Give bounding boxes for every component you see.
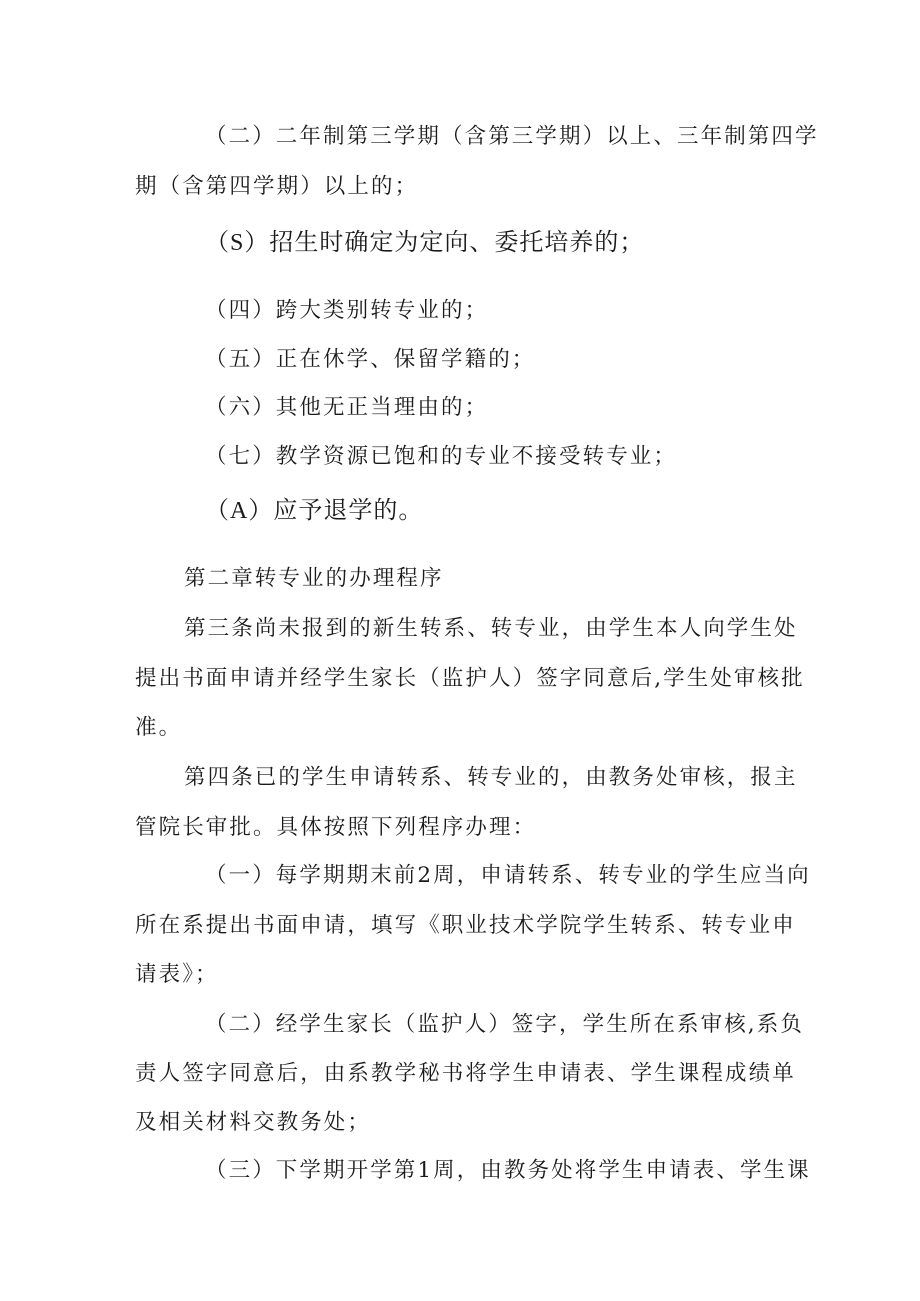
paragraph-line: （二）经学生家长（监护人）签字，学生所在系审核,系负	[205, 1012, 804, 1037]
list-item-7: （七）教学资源已饱和的专业不接受转专业；	[205, 444, 678, 469]
list-item-a: （A）应予退学的。	[205, 498, 424, 524]
paragraph-line: 提出书面申请并经学生家长（监护人）签字同意后,学生处审核批	[135, 666, 805, 691]
paragraph-line: 所在系提出书面申请，填写《职业技术学院学生转系、转专业申	[135, 913, 796, 938]
paragraph-line: 第四条已的学生申请转系、转专业的，由教务处审核，报主	[184, 765, 798, 790]
list-item-5: （五）正在休学、保留学籍的；	[205, 347, 536, 372]
list-item-4: （四）跨大类别转专业的；	[205, 298, 489, 323]
paragraph-line: （一）每学期期末前2周，申请转系、转专业的学生应当向	[205, 863, 811, 888]
paragraph-line: 及相关材料交教务处；	[135, 1110, 372, 1135]
paragraph-line: 管院长审批。具体按照下列程序办理：	[135, 815, 537, 840]
paragraph-line: 第三条尚未报到的新生转系、转专业，由学生本人向学生处	[184, 616, 798, 641]
paragraph-line: （三）下学期开学第1周，由教务处将学生申请表、学生课	[205, 1158, 811, 1183]
list-item-6: （六）其他无正当理由的；	[205, 395, 489, 420]
list-item-s: （S）招生时确定为定向、委托培养的；	[205, 230, 645, 256]
chapter-heading: 第二章转专业的办理程序	[184, 566, 444, 591]
paragraph-line: 责人签字同意后，由系教学秘书将学生申请表、学生课程成绩单	[135, 1061, 796, 1086]
paragraph-line: 期（含第四学期）以上的；	[135, 174, 419, 199]
paragraph-line: 准。	[135, 715, 183, 740]
paragraph-line: 请表》；	[135, 962, 219, 987]
paragraph-line: （二）二年制第三学期（含第三学期）以上、三年制第四学	[205, 124, 819, 149]
